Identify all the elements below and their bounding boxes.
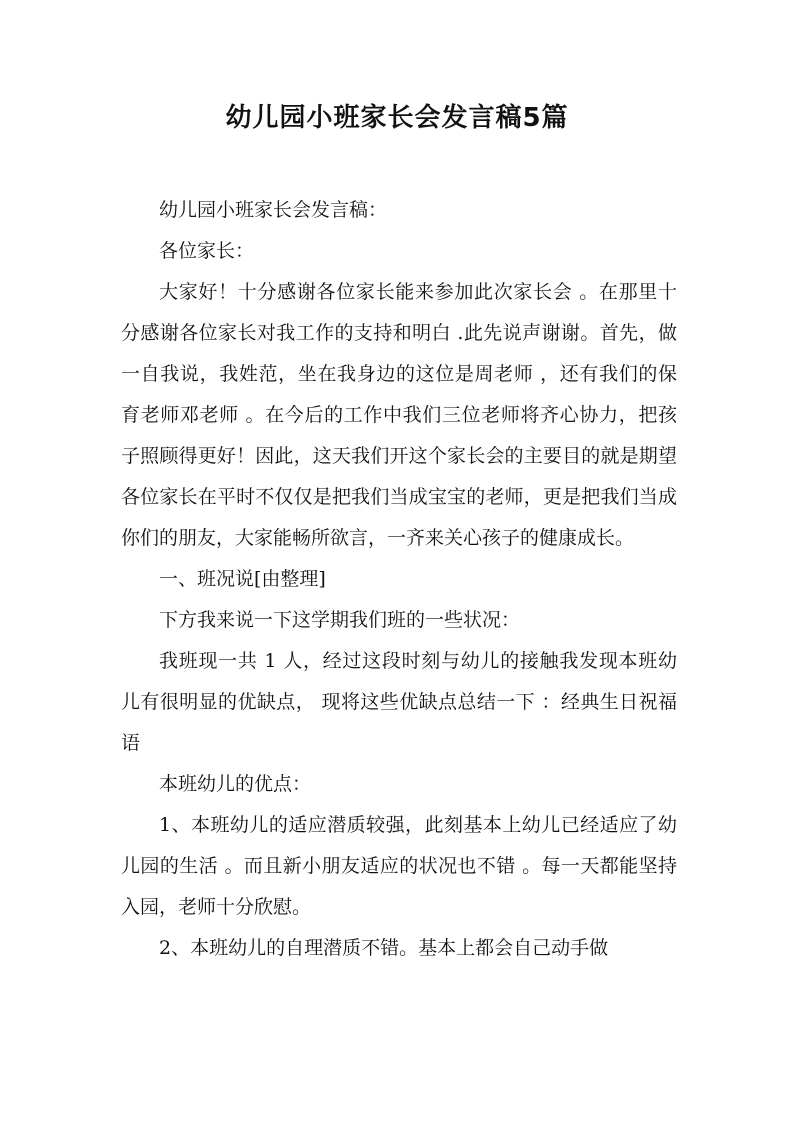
document-body xyxy=(121,190,677,969)
paragraph-salutation: 各位家长： xyxy=(159,240,255,262)
paragraph-heading-speech: 幼儿园小班家长会发言稿： xyxy=(159,199,388,221)
paragraph-strength-1: 1、本班幼儿的适应潜质较强，此刻基本上幼儿已经适应了幼儿园的生活 。而且新小朋友适应的状况也不错 。每一天都能坚持入园，老师十分欣慰。 xyxy=(121,814,677,918)
paragraph-class-count: 我班现一共 1 人，经过这段时刻与幼儿的接触我发现本班幼儿有很明显的优缺点， 现将这些优缺点总结一下 ：经典生日祝福语 xyxy=(121,650,677,754)
paragraph-greeting: 大家好！十分感谢各位家长能来参加此次家长会 。在那里十分感谢各位家长对我工作的支持和明白 .此先说声谢谢。首先，做一自我说，我姓范，坐在我身边的这位是周老师 ，还有我们的保育老师邓老师 。在今后的工作中我们三位老师将齐心协力，把孩子照顾得更好！因此，这天我们开这个家长会的主要目的就是期望各位家长在平时不仅仅是把我们当成宝宝的老师，更是把我们当成你们的朋友，大家能畅所欲言，一齐来关心孩子的健康成长。 xyxy=(121,281,677,549)
paragraph-strengths-heading: 本班幼儿的优点： xyxy=(159,773,312,795)
section-heading-class-status: 一、班况说[由整理] xyxy=(159,568,326,590)
paragraph-intro-status: 下方我来说一下这学期我们班的一些状况： xyxy=(159,609,521,631)
paragraph-strength-2: 2、本班幼儿的自理潜质不错。基本上都会自己动手做 xyxy=(159,937,609,959)
document-title: 幼儿园小班家长会发言稿5篇 xyxy=(225,103,569,133)
